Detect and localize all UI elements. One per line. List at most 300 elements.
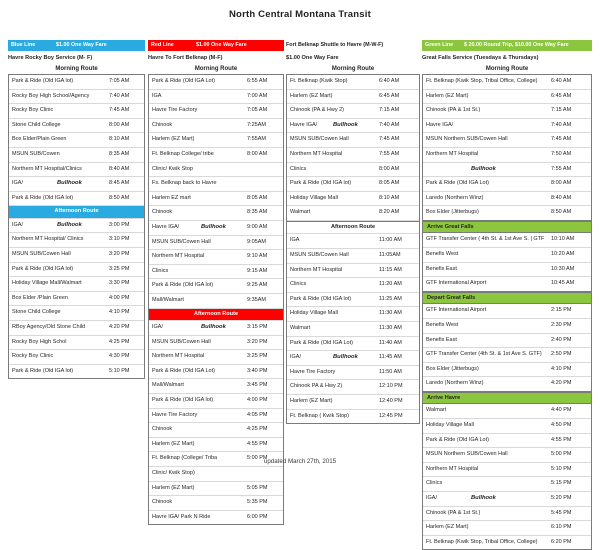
stop-time: 10:45 AM [551,280,575,287]
stop-name: IGA/ [426,494,438,501]
table-row [149,394,283,409]
stop-time: 7:45 AM [379,136,400,143]
stop-name: GTF Transfer Center ( 4th St. & 1st Ave S. | GTF [426,236,545,243]
stop-time: 4:10 PM [109,309,130,316]
line-header-blue-line [8,40,145,51]
stop-name: Walmart [426,407,447,414]
stop-name: Havre IGA/ Park N Ride [152,513,211,520]
table-row [423,319,591,334]
stop-name: Havre Tire Factory [152,107,198,114]
stop-time: 8:20 AM [379,209,400,216]
table-row [423,192,591,207]
service-title: Great Falls Service (Tuesdays & Thursdays) [422,55,539,61]
stop-time: 4:20 PM [551,380,572,387]
stop-name: Ft. Belknap (Kwik Stop, Tribal Office, College) [426,538,538,545]
stop-time: 9:00 AM [247,223,268,230]
stop-name-alt: Bullhook [201,324,226,330]
route-header-morning: Morning Route [194,66,238,72]
table-row [149,250,283,265]
table-row [149,236,283,251]
line-name: Green Line [425,42,454,48]
schedule-table [286,74,420,424]
stop-time: 7:55 AM [379,150,400,157]
table-row [423,133,591,148]
stop-time: 7:15 AM [551,107,572,114]
table-row [149,119,283,134]
stop-time: 8:00 AM [247,150,268,157]
stop-time: 12:10 PM [379,383,403,390]
schedule-table [8,74,145,379]
table-row [149,192,283,207]
stop-time: 11:50 AM [379,368,402,375]
line-fare: $1.00 One Way Fare [196,42,247,48]
stop-name: Chinook (PA & 1st St.) [426,509,481,516]
stop-time: 5:05 PM [247,484,268,491]
table-row [149,294,283,309]
stop-time: 3:25 PM [109,265,130,272]
stop-time: 7:40 AM [379,121,400,128]
stop-name: Harlem EZ mart [152,194,191,201]
table-row [287,163,419,178]
table-row [287,192,419,207]
line-name: Fort Belknap Shuttle to Havre (M-W-F) [286,42,384,48]
stop-name: Walmart [290,325,311,331]
band-schedule-table [422,303,592,392]
table-row [9,336,144,351]
stop-name: Holiday Village Mall [290,194,338,201]
table-row [287,148,419,163]
stop-time: 11:20 AM [379,281,402,288]
table-row [9,148,144,163]
stop-name: Clinics [426,480,443,487]
stop-time: 11:25 AM [379,295,402,302]
stop-time: 6:45 AM [379,92,400,99]
stop-name: Benefis East [426,336,457,343]
stop-name: Ft. Belknap (Kwik Stop, Tribal Office, College) [426,78,538,84]
stop-time: 6:55 AM [247,78,268,84]
stop-name: Chinook [152,426,173,433]
stop-time: 3:15 PM [247,324,268,330]
table-row [287,380,419,395]
stop-name: Stone Child College [12,309,61,316]
section-band-0: Arrive Great Falls [422,221,592,233]
stop-time: 10:10 AM [551,236,575,243]
table-row [149,379,283,394]
table-row [423,348,591,363]
afternoon-route-header: Afternoon Route [149,309,283,322]
line-header-green-line [422,40,592,51]
stop-name: IGA [290,237,300,244]
table-row [423,404,591,419]
stop-name: Box Elder (Jitterbugs) [426,365,479,372]
table-row [149,350,283,365]
table-row [9,277,144,292]
table-row [287,177,419,192]
stop-name: Park & Ride (Old IGA Lot) [290,339,353,346]
stop-name: Chinook [152,121,173,128]
stop-time: 3:25 PM [247,353,268,360]
stop-time: 10:20 AM [551,251,575,258]
stop-name: Holiday Village Mall [290,310,338,317]
stop-time: 8:50 AM [551,209,572,216]
table-row [149,467,283,482]
stop-time: 9:05AM [247,238,266,245]
stop-time: 8:10 AM [109,136,130,143]
table-row [287,278,419,293]
stop-name: Park & Ride (Old IGA Lot) [426,180,489,187]
stop-name: MSUN SUB/Cowen Hall [290,252,349,259]
stop-time: 12:40 PM [379,397,403,404]
stop-time: 6:45 AM [551,92,572,99]
stop-name: Rocky Boy High Schol [12,338,67,345]
table-row [149,104,283,119]
stop-time: 9:25 AM [247,282,268,289]
table-row [423,304,591,319]
table-row [423,248,591,263]
stop-time: 11:15 AM [379,266,402,273]
stop-time: 5:20 PM [551,494,572,501]
table-row [423,434,591,449]
stop-name: IGA [152,92,162,99]
stop-name-alt: Bullhook [201,223,226,230]
table-row [423,233,591,248]
table-row [287,307,419,322]
table-row [9,350,144,365]
stop-name: GTF International Airport [426,280,487,287]
stop-time: 7:50 AM [551,150,572,157]
stop-name: Havre IGA/ [426,121,454,128]
stop-time: 4:55 PM [551,436,572,443]
stop-time: 8:05 AM [247,194,268,201]
table-row [423,90,591,105]
stop-name: Clinics [152,267,169,274]
table-row [287,322,419,337]
stop-time: 5:00 PM [247,455,268,462]
table-row [149,221,283,236]
page-title: North Central Montana Transit [229,9,371,20]
stop-name: Rocky Boy Clinic [12,353,54,360]
table-row [287,249,419,264]
stop-name: Park & Ride (Old IGA Lot) [152,367,215,374]
stop-time: 12:45 PM [379,412,403,419]
stop-name: Clinics [290,281,307,288]
table-row [287,337,419,352]
updated-note: updated March 27th, 2015 [263,458,337,465]
stop-time: 10:30 AM [551,265,575,272]
stop-time: 3:45 PM [247,382,268,389]
stop-name: Northern MT Hospital [290,150,343,157]
stop-time: 3:30 PM [109,280,130,287]
table-row [423,119,591,134]
stop-name: Mall/Walmart [152,296,184,303]
table-row [9,133,144,148]
line-name: Blue Line [11,42,36,48]
table-row [149,148,283,163]
table-row [9,321,144,336]
stop-name: Park & Ride (Old IGA lot) [152,396,214,403]
table-row [149,90,283,105]
stop-name: Rocky Boy Clinic [12,107,54,114]
stop-name: Northern MT Hospital [290,266,343,273]
line-name: Red Line [151,42,174,48]
afternoon-route-header: Afternoon Route [9,206,144,219]
stop-name: Chinook [152,499,173,506]
table-row [149,365,283,380]
stop-name: MSUN SUB/Cowen Hall [152,338,211,345]
service-title: Havre To Fort Belknap (M-F) [148,55,223,61]
table-row [287,133,419,148]
stop-name: Fs. Belknap back to Havre [152,180,217,187]
table-row [9,177,144,192]
table-row [287,410,419,424]
stop-time: 9:10 AM [247,253,268,260]
stop-name: Park & Ride (Old IGA lot) [152,282,214,289]
stop-name: Holiday Village Mall/Walmart [12,280,82,287]
stop-name: Chinook (PA & Hwy 2) [290,107,345,114]
stop-name: Ft. Belknap College/ tribe [152,150,214,157]
stop-name: MSUN SUB/Cowen Hall [290,136,349,143]
stop-name: Walmart [290,209,311,216]
stop-name: MSUN Northern SUB/Cowen Hall [426,451,508,458]
stop-name: MSUN SUB/Cowen Hall [12,251,71,258]
schedule-column-green-line [422,40,592,550]
stop-name: Chinook [152,209,173,216]
stop-name: Havre Tire Factory [152,411,198,418]
stop-name: Park & Ride (Old IGA Lot) [426,436,489,443]
table-row [287,264,419,279]
stop-name: Northern MT Hospital [426,465,479,472]
stop-time: 7:55AM [247,136,266,143]
stop-name: IGA/ [12,221,24,228]
stop-time: 5:10 PM [109,367,130,374]
table-row [9,306,144,321]
stop-time: 7:40 AM [551,121,572,128]
table-row [287,90,419,105]
table-row [149,163,283,178]
route-header-morning: Morning Route [485,66,529,72]
line-header-red-line [148,40,284,51]
stop-time: 4:10 PM [551,365,572,372]
route-header-morning: Morning Route [331,66,375,72]
stop-time: 7:55 AM [551,165,572,172]
stop-time: 3:20 PM [247,338,268,345]
table-row [423,334,591,349]
stop-name: Park & Ride (Old IGA lot) [12,78,74,84]
stop-time: 8:35 AM [247,209,268,216]
stop-time: 4:00 PM [109,294,130,301]
stop-name: Northern MT Hospital [152,253,205,260]
stop-time: 7:05 AM [109,78,130,84]
route-header-morning: Morning Route [55,66,98,72]
table-row [423,377,591,391]
stop-time: 9:15 AM [247,267,268,274]
schedule-column-fort-belknap-shuttle [286,40,420,424]
stop-name: Northern MT Hospital/ Clinics [12,236,84,243]
stop-time: 5:00 PM [551,451,572,458]
table-row [9,90,144,105]
stop-name: Holiday Village Mall [426,421,474,428]
stop-time: 4:25 PM [109,338,130,345]
stop-name: Northern MT Hospital [152,353,205,360]
stop-name-alt: Bullhook [471,494,496,501]
stop-time: 6:40 AM [379,78,400,84]
stop-name: Harlem (EZ Mart) [290,397,333,404]
stop-name: Harlem (EZ Mart) [152,136,195,143]
stop-time: 5:10 PM [551,465,572,472]
stop-time: 5:45 PM [551,509,572,516]
stop-time: 2:30 PM [551,321,572,328]
stop-name: Park & Ride (Old IGA lot) [12,194,74,201]
stop-time: 5:15 PM [551,480,572,487]
table-row [287,234,419,249]
stop-name: Northern MT Hospital [426,150,479,157]
stop-name: Clinics [290,165,307,172]
service-title: Havre Rocky Boy Service (M- F) [8,55,93,61]
stop-time: 7:45 AM [551,136,572,143]
table-row [423,104,591,119]
stop-name: RBoy Agency/Old Stone Child [12,324,86,330]
stop-name: Harlem (EZ Mart) [152,484,195,491]
table-row [287,395,419,410]
stop-time: 8:00 AM [109,121,130,128]
stop-time: 7:25AM [247,121,266,128]
stop-time: 6:00 PM [247,513,268,520]
stop-time: 6:20 PM [551,538,572,545]
stop-name: Harlem (EZ Mart) [426,92,469,99]
stop-time: 11:45 AM [379,354,402,361]
stop-name: Mall/Walmart [152,382,184,389]
table-row [9,219,144,234]
stop-time: 8:40 AM [109,165,130,172]
table-row [149,336,283,351]
stop-name: Harlem (EZ Mart) [426,524,469,531]
stop-time: 8:40 AM [551,194,572,201]
table-row [287,366,419,381]
stop-time: 4:40 PM [551,407,572,414]
table-row [9,263,144,278]
stop-time: 3:10 PM [109,236,130,243]
stop-time: 4:05 PM [247,411,268,418]
stop-time: 8:10 AM [379,194,400,201]
stop-time: 2:15 PM [551,307,572,314]
stop-time: 11:40 AM [379,339,402,346]
stop-name: IGA/ [290,354,302,361]
stop-time: 2:50 PM [551,351,572,358]
stop-time: 4:50 PM [551,421,572,428]
stop-name: Ft. Belknap (Kwik Stop) [290,78,348,84]
stop-name: Harlem (EZ Mart) [290,92,333,99]
table-row [149,511,283,525]
table-row [287,293,419,308]
table-row [9,365,144,379]
table-row [149,438,283,453]
stop-time: 7:15 AM [379,107,400,114]
stop-name: Laredo (Northern Winz) [426,380,484,387]
table-row [9,75,144,90]
section-band-2: Arrive Havre [422,392,592,404]
line-fare: $1.00 One Way Fare [56,42,107,48]
stop-name: IGA/ [152,324,164,330]
stop-name-alt: Bullhook [471,165,496,172]
stop-name: Stone Child College [12,121,61,128]
table-row [423,263,591,278]
table-row [423,163,591,178]
stop-name: IGA/ [12,180,24,187]
stop-name: Clinic/ Kwik Stop [152,165,193,172]
stop-name: Park & Ride (Old IGA lot) [290,295,352,302]
stop-time: 5:35 PM [247,499,268,506]
stop-time: 4:20 PM [109,324,130,330]
stop-time: 3:20 PM [109,251,130,258]
stop-name: MSUN SUB/Cowen Hall [152,238,211,245]
table-row [423,477,591,492]
table-row [423,206,591,220]
table-row [423,148,591,163]
stop-name-alt: Bullhook [57,221,82,228]
stop-name: Park & Ride (Old IGA lot) [12,265,74,272]
table-row [423,536,591,550]
morning-schedule-table [422,74,592,221]
table-row [149,409,283,424]
table-row [149,133,283,148]
stop-time: 9:35AM [247,296,266,303]
stop-time: 6:40 AM [551,78,572,84]
stop-time: 11:30 AM [379,310,402,317]
stop-name: Park & Ride (Old IGA Lot) [152,78,215,84]
table-row [149,177,283,192]
table-row [423,492,591,507]
table-row [423,277,591,291]
table-row [149,279,283,294]
section-band-1: Depart Great Falls [422,292,592,304]
stop-name: MSUN SUB/Cowen [12,150,60,157]
stop-time: 4:00 PM [247,396,268,403]
stop-name: Chinook PA & Hwy 2) [290,383,343,390]
stop-time: 4:30 PM [109,353,130,360]
stop-name: Northern MT Hospital/Clinics [12,165,82,172]
stop-time: 8:45 AM [109,180,130,187]
stop-name: MSUN Northern SUB/Cowen Hall [426,136,508,143]
stop-name: GTF International Airport [426,307,487,314]
stop-time: 7:45 AM [109,107,130,114]
stop-time: 4:25 PM [247,426,268,433]
table-row [9,163,144,178]
stop-name: Ft. Belknap (College/ Triba [152,455,218,462]
table-row [423,521,591,536]
stop-name-alt: Bullhook [333,121,358,128]
table-row [149,321,283,336]
stop-time: 7:40 AM [109,92,130,99]
table-row [149,75,283,90]
table-row [9,192,144,207]
table-row [149,482,283,497]
stop-time: 4:55 PM [247,440,268,447]
stop-name-alt: Bullhook [333,354,358,361]
stop-name-alt: Bullhook [57,180,82,187]
schedule-column-red-line [148,40,284,525]
stop-name: Box Elder (Jitterbugs) [426,209,479,216]
table-row [423,419,591,434]
stop-name: GTF Transfer Center (4th St. & 1st Ave S. GTF) [426,351,542,358]
band-schedule-table [422,403,592,550]
stop-name: Laredo (Northern Winz) [426,194,484,201]
table-row [9,119,144,134]
stop-name: Box Elder /Plain Green [12,294,68,301]
table-row [287,206,419,221]
schedule-column-blue-line [8,40,145,379]
stop-name: Benefis East [426,265,457,272]
stop-name: Park & Ride (Old IGA lot) [12,367,74,374]
